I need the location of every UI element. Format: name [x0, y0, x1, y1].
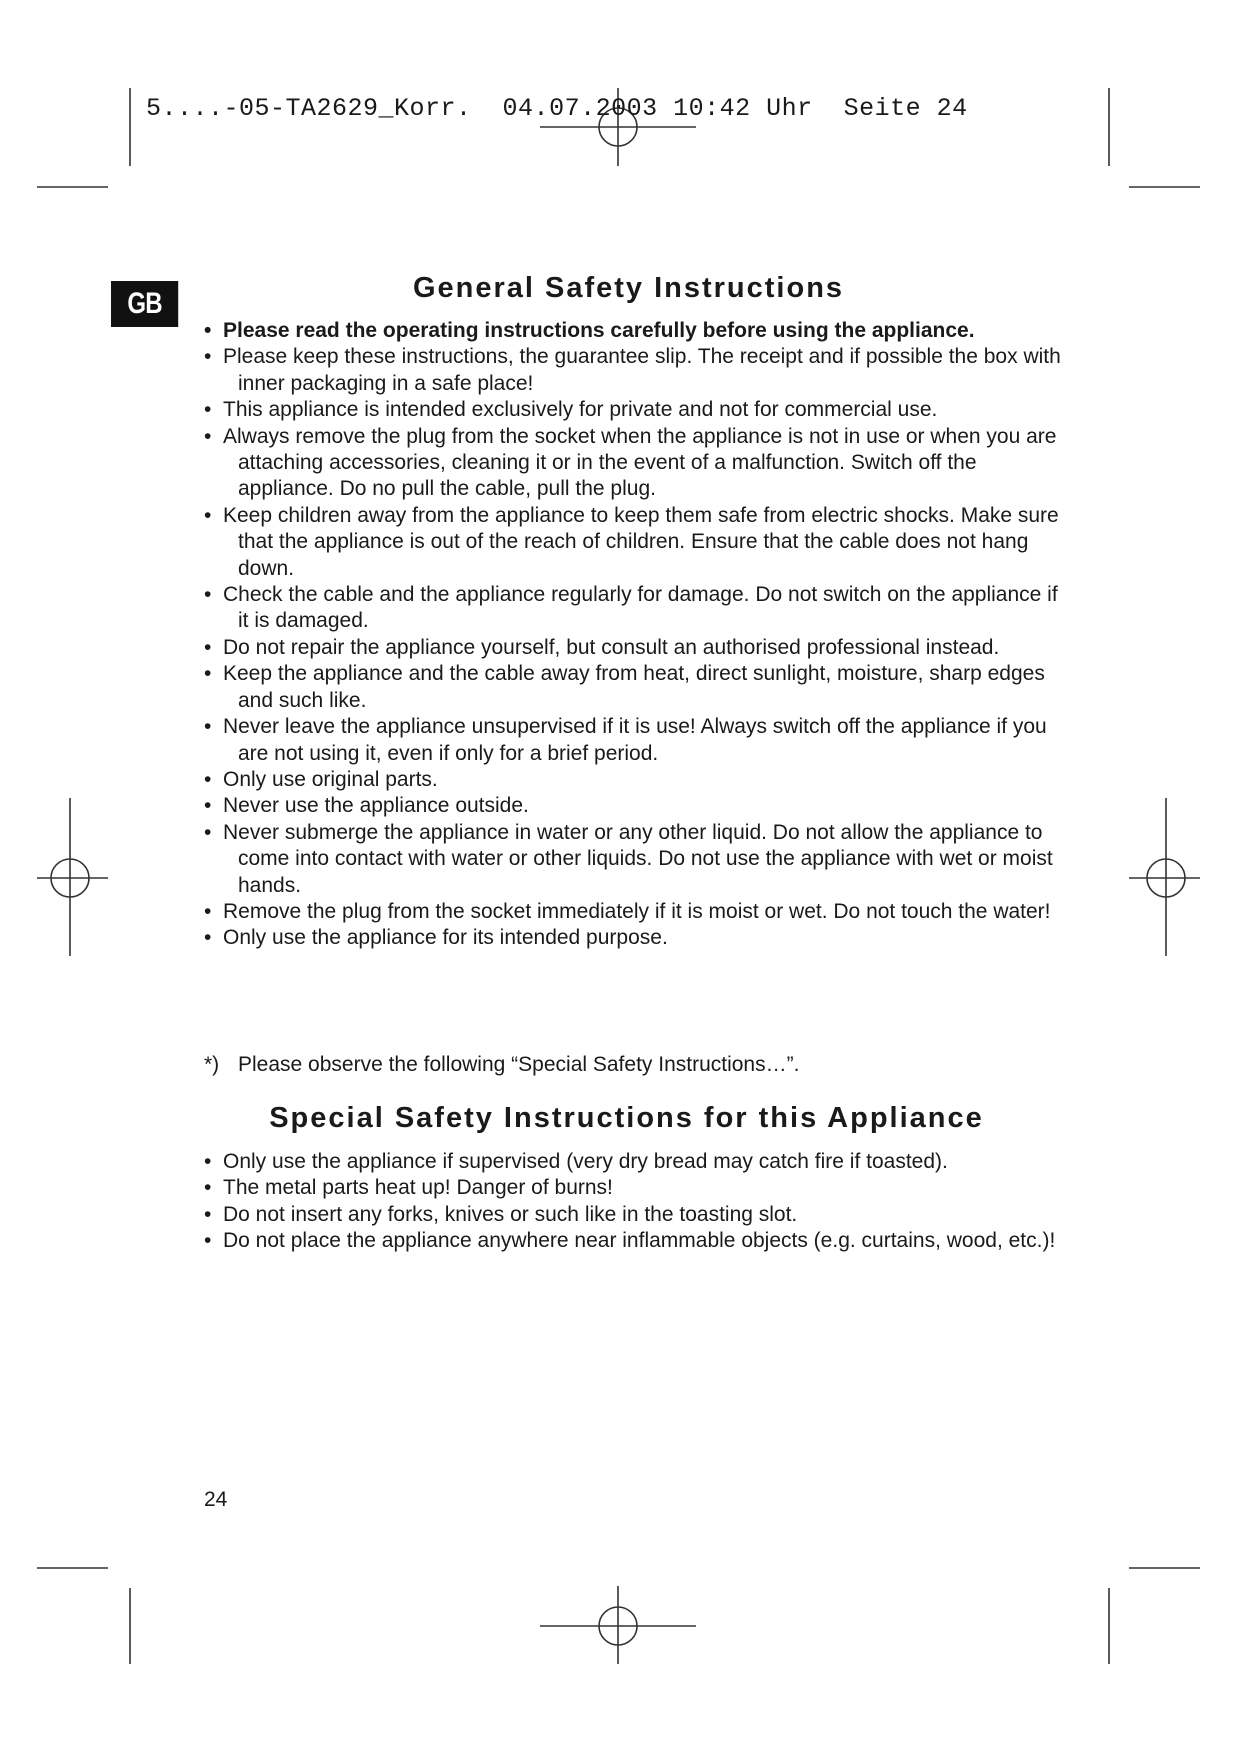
list-item: • Never leave the appliance unsupervised if it is use! Always switch off the appliance if you are not using it, even if only for a brief period.: [204, 714, 1064, 767]
list-item: • Check the cable and the appliance regularly for damage. Do not switch on the appliance if it is damaged.: [204, 582, 1064, 635]
footnote-mark: *): [204, 1053, 220, 1076]
list-item: • Never use the appliance outside.: [204, 793, 1064, 819]
list-item: • Do not insert any forks, knives or such like in the toasting slot.: [204, 1202, 1064, 1228]
list-item: • Do not repair the appliance yourself, but consult an authorised professional instead.: [204, 635, 1064, 661]
list-item: • Always remove the plug from the socket when the appliance is not in use or when you are attaching accessories, cleaning it or in the event of a malfunction. Switch off the appliance. Do no pull the cable, pull the plug.: [204, 424, 1064, 503]
list-item: • Do not place the appliance anywhere near inflammable objects (e.g. curtains, wood, etc.)!: [204, 1228, 1064, 1254]
registration-mark-right: [1129, 798, 1200, 956]
list-item: • Please keep these instructions, the guarantee slip. The receipt and if possible the box with inner packaging in a safe place!: [204, 344, 1064, 397]
footnote: [204, 1052, 799, 1078]
special-safety-list: [204, 1149, 1064, 1255]
registration-mark-bottom: [540, 1586, 696, 1664]
page-number: 24: [204, 1488, 228, 1511]
list-item: • This appliance is intended exclusively for private and not for commercial use.: [204, 397, 1064, 423]
list-item: • Only use original parts.: [204, 767, 1064, 793]
list-item: • Please read the operating instructions carefully before using the appliance.: [204, 318, 1064, 344]
list-item: • Only use the appliance if supervised (very dry bread may catch fire if toasted).: [204, 1149, 1064, 1175]
special-safety-title: Special Safety Instructions for this Appliance: [269, 1102, 984, 1134]
list-item: • Only use the appliance for its intended purpose.: [204, 925, 1064, 951]
list-item: • Never submerge the appliance in water or any other liquid. Do not allow the appliance to come into contact with water or other liquids. Do not use the appliance with wet or moist hands.: [204, 820, 1064, 899]
general-safety-list: [204, 318, 1064, 952]
registration-mark-left: [37, 798, 108, 956]
list-item: • Remove the plug from the socket immediately if it is moist or wet. Do not touch the water!: [204, 899, 1064, 925]
language-tab: GB: [111, 281, 178, 327]
general-safety-title: General Safety Instructions: [412, 272, 845, 304]
list-item: • The metal parts heat up! Danger of burns!: [204, 1175, 1064, 1201]
print-header-slug: 5....-05-TA2629_Korr. 04.07.2003 10:42 Uhr Seite 24: [146, 94, 968, 123]
footnote-text: Please observe the following “Special Safety Instructions…”.: [238, 1053, 800, 1076]
list-item: • Keep the appliance and the cable away from heat, direct sunlight, moisture, sharp edges and such like.: [204, 661, 1064, 714]
list-item: • Keep children away from the appliance to keep them safe from electric shocks. Make sure that the appliance is out of the reach of children. Ensure that the cable does not hang down.: [204, 503, 1064, 582]
